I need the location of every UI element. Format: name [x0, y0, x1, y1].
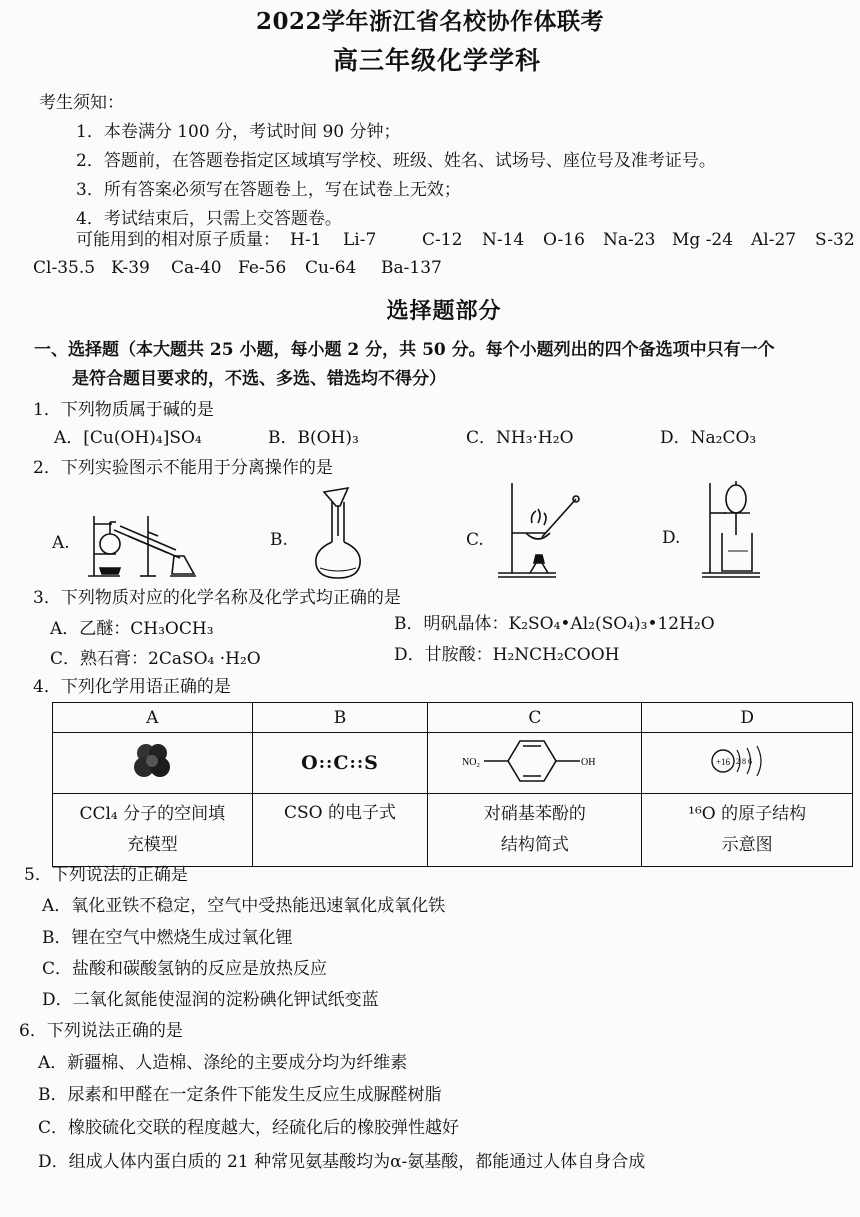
atomic-mass: S-32	[815, 230, 855, 250]
structure-formula-cell	[428, 733, 642, 794]
question-stem: 3．下列物质对应的化学名称及化学式均正确的是	[33, 588, 401, 608]
question-stem: 6．下列说法正确的是	[19, 1021, 183, 1041]
description-line: CCl₄ 分子的空间填	[79, 804, 226, 824]
column-header: C	[428, 703, 642, 733]
notice-heading: 考生须知：	[39, 93, 124, 113]
figure-label-c: C.	[466, 530, 484, 550]
figure-label-d: D.	[662, 528, 681, 548]
atomic-mass: N-14	[482, 230, 525, 250]
atomic-mass: C-12	[422, 230, 463, 250]
electron-formula: O꞉꞉C꞉꞉S	[301, 751, 379, 774]
distillation-apparatus-figure	[80, 486, 198, 582]
description-line: 示意图	[721, 835, 773, 855]
description-line: 结构简式	[500, 835, 569, 855]
part-heading-cont: 是符合题目要求的，不选、多选、错选均不得分）	[72, 369, 446, 389]
description-cell	[53, 794, 253, 867]
description-line: 对硝基苯酚的	[483, 804, 586, 824]
evaporation-apparatus-figure	[492, 477, 584, 583]
atomic-mass-label: 可能用到的相对原子质量：	[76, 230, 280, 250]
question-stem: 4．下列化学用语正确的是	[33, 677, 231, 697]
notice-item: 3．所有答案必须写在答题卷上，写在试卷上无效；	[76, 180, 461, 200]
atomic-mass: H-1	[290, 230, 322, 250]
electron-formula-cell	[252, 733, 428, 794]
oh-group-label: OH	[580, 756, 596, 768]
part-heading: 一、选择题（本大题共 25 小题，每小题 2 分，共 50 分。每个小题列出的四个备选项中只有一个	[34, 340, 775, 360]
column-header: A	[53, 703, 253, 733]
description-line: CSO 的电子式	[284, 803, 397, 823]
notice-item: 1．本卷满分 100 分，考试时间 90 分钟；	[76, 122, 401, 142]
atomic-mass: Al-27	[751, 230, 797, 250]
separatory-funnel-figure	[698, 479, 768, 581]
option-d: D．Na₂CO₃	[660, 428, 757, 448]
atomic-mass: Cl-35.5	[33, 258, 96, 278]
atomic-mass: Fe-56	[238, 258, 287, 278]
atomic-mass: Cu-64	[305, 258, 357, 278]
electron-shells-label: 2 8 6	[736, 756, 753, 766]
subject-title: 高三年级化学学科	[332, 46, 542, 75]
atomic-mass: Ba-137	[381, 258, 442, 278]
exam-title: 2022学年浙江省名校协作体联考	[255, 8, 605, 35]
atomic-mass: Na-23	[603, 230, 656, 250]
option-a: A．乙醚：CH₃OCH₃	[50, 619, 214, 639]
space-filling-model-figure	[130, 739, 174, 783]
option-c: C．熟石膏：2CaSO₄ ·H₂O	[50, 649, 261, 669]
option-b: B．锂在空气中燃烧生成过氧化锂	[42, 928, 293, 948]
q4-table	[52, 702, 853, 867]
no2-group-label: NO₂	[461, 756, 480, 768]
description-line: ¹⁶O 的原子结构	[688, 804, 807, 824]
figure-label-a: A.	[52, 533, 70, 553]
p-nitrophenol-structure-figure	[460, 735, 610, 787]
section-title: 选择题部分	[386, 298, 502, 324]
option-c: C．橡胶硫化交联的程度越大，经硫化后的橡胶弹性越好	[38, 1118, 460, 1138]
volumetric-flask-figure	[310, 484, 366, 582]
column-header: D	[642, 703, 853, 733]
question-stem: 1．下列物质属于碱的是	[33, 400, 214, 420]
option-d: D．二氧化氮能使湿润的淀粉碘化钾试纸变蓝	[42, 990, 379, 1010]
notice-item: 4．考试结束后，只需上交答题卷。	[76, 209, 342, 229]
atomic-mass: K-39	[111, 258, 150, 278]
description-cell	[642, 794, 853, 867]
atomic-mass: O-16	[543, 230, 585, 250]
figure-label-b: B.	[270, 530, 288, 550]
option-b: B．尿素和甲醛在一定条件下能发生反应生成脲醛树脂	[38, 1085, 442, 1105]
question-stem: 5．下列说法的正确是	[24, 865, 188, 885]
notice-item: 2．答题前，在答题卷指定区域填写学校、班级、姓名、试场号、座位号及准考证号。	[76, 151, 716, 171]
space-filling-model-cell	[53, 733, 253, 794]
atomic-structure-cell	[642, 733, 853, 794]
description-cell	[252, 794, 428, 867]
option-b: B．明矾晶体：K₂SO₄•Al₂(SO₄)₃•12H₂O	[394, 614, 715, 634]
option-c: C．NH₃·H₂O	[466, 428, 574, 448]
description-cell	[428, 794, 642, 867]
nucleus-charge-label: +16	[716, 756, 731, 767]
description-line: 充模型	[126, 835, 178, 855]
option-a: A．[Cu(OH)₄]SO₄	[54, 428, 202, 448]
option-d: D．甘胺酸：H₂NCH₂COOH	[394, 645, 620, 665]
column-header: B	[252, 703, 428, 733]
atomic-structure-figure	[707, 740, 787, 782]
atomic-mass: Ca-40	[171, 258, 222, 278]
option-b: B．B(OH)₃	[268, 428, 359, 448]
option-a: A．氧化亚铁不稳定，空气中受热能迅速氧化成氧化铁	[42, 896, 446, 916]
option-a: A．新疆棉、人造棉、涤纶的主要成分均为纤维素	[38, 1053, 408, 1073]
atomic-mass: Li-7	[343, 230, 377, 250]
option-c: C．盐酸和碳酸氢钠的反应是放热反应	[42, 959, 328, 979]
question-stem: 2．下列实验图示不能用于分离操作的是	[33, 458, 333, 478]
option-d: D．组成人体内蛋白质的 21 种常见氨基酸均为α-氨基酸，都能通过人体自身合成	[38, 1152, 646, 1172]
atomic-mass: Mg -24	[672, 230, 734, 250]
